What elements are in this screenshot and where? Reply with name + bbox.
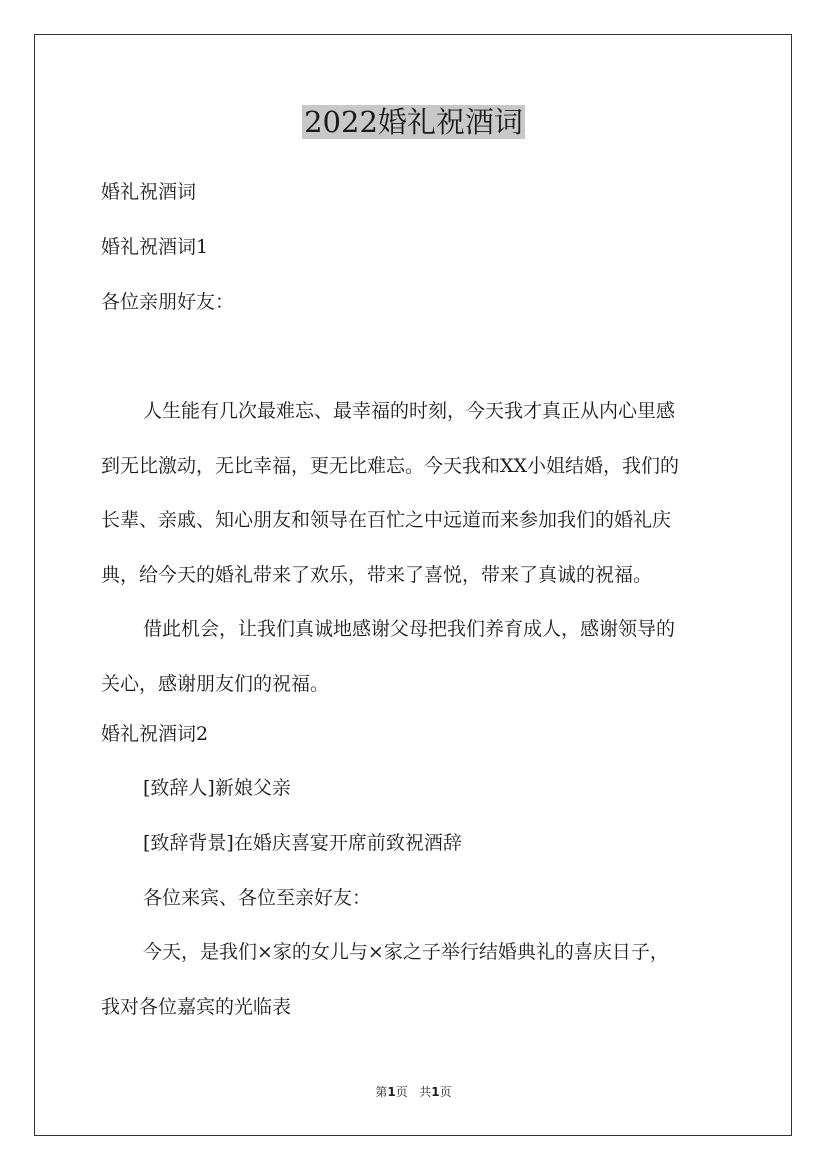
footer-middle: 页 共: [395, 1085, 432, 1099]
paragraph-line: [致辞人]新娘父亲: [143, 777, 291, 799]
paragraph-line: [致辞背景]在婚庆喜宴开席前致祝酒辞: [143, 832, 462, 854]
paragraph-line: 借此机会，让我们真诚地感谢父母把我们养育成人，感谢领导的: [143, 618, 676, 640]
footer-suffix: 页: [439, 1085, 452, 1099]
paragraph-line: 我对各位嘉宾的光临表: [101, 996, 292, 1018]
paragraph-line: 各位来宾、各位至亲好友：: [143, 887, 372, 909]
text-line-section-1: 婚礼祝酒词1: [101, 236, 209, 258]
footer-prefix: 第: [375, 1085, 388, 1099]
paragraph-line: 关心，感谢朋友们的祝福。: [101, 673, 330, 695]
text-line-salutation: 各位亲朋好友：: [101, 291, 235, 313]
document-title: 2022婚礼祝酒词: [304, 105, 523, 139]
footer-page-number: 1: [387, 1085, 396, 1099]
paragraph-line: 今天，是我们×家的女儿与×家之子举行结婚典礼的喜庆日子，: [143, 941, 669, 963]
paragraph-line: 人生能有几次最难忘、最幸福的时刻，今天我才真正从内心里感: [143, 400, 676, 422]
page-footer: [0, 1082, 827, 1102]
paragraph-line: 长辈、亲戚、知心朋友和领导在百忙之中远道而来参加我们的婚礼庆: [101, 509, 672, 531]
paragraph-line: 典，给今天的婚礼带来了欢乐，带来了喜悦，带来了真诚的祝福。: [101, 564, 653, 586]
paragraph-line: 到无比激动，无比幸福，更无比难忘。今天我和XX小姐结婚，我们的: [101, 455, 680, 477]
footer-total-pages: 1: [431, 1085, 440, 1099]
text-line-heading: 婚礼祝酒词: [101, 181, 197, 203]
text-line-section-2: 婚礼祝酒词2: [101, 723, 209, 745]
